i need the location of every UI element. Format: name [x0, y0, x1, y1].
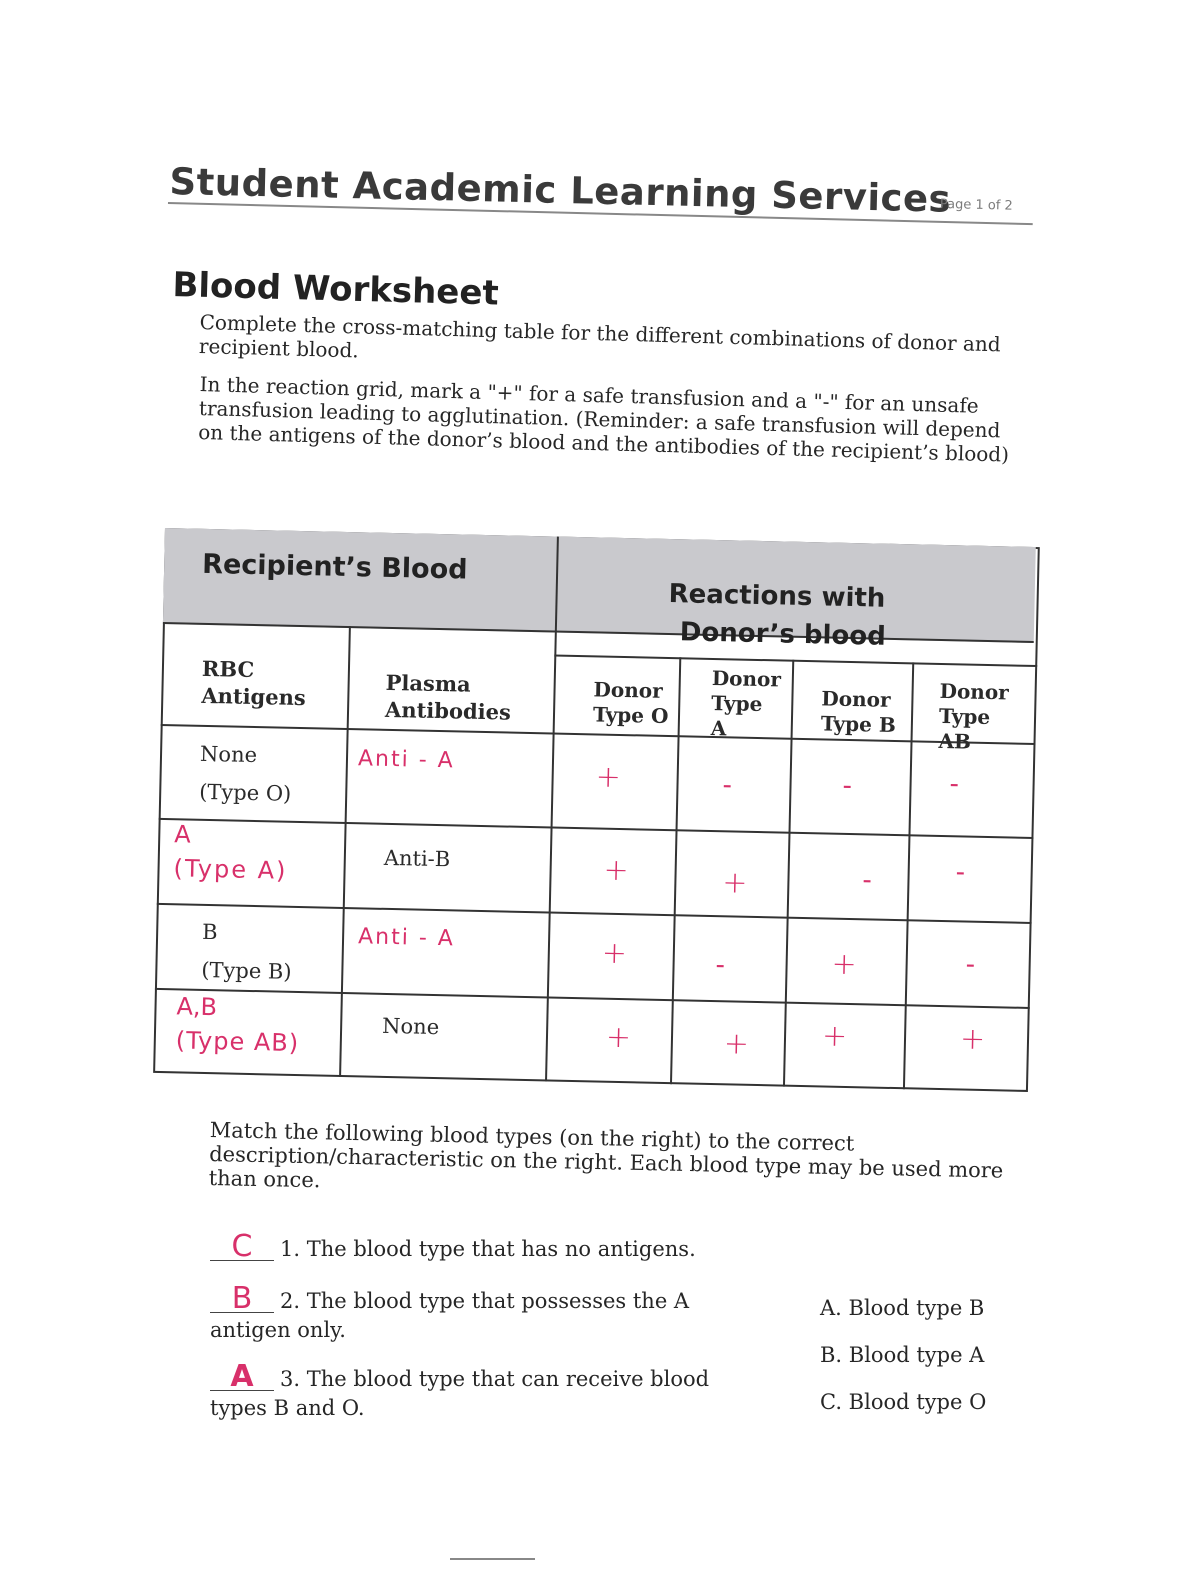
row1-rbc-l2: (Type O) [198, 779, 292, 806]
donor-b-l1: Donor [821, 686, 891, 712]
worksheet-title: Blood Worksheet [171, 265, 500, 314]
col-header-rbc [201, 655, 307, 711]
answer-3[interactable]: A [210, 1364, 274, 1391]
col-header-plasma-l2: Antibodies [384, 696, 512, 725]
option-c: C. Blood type O [820, 1390, 987, 1414]
cross-matching-table [153, 528, 1040, 1092]
footer-rule [450, 1558, 535, 1560]
row2-rbc-l1: A [174, 820, 192, 849]
row3-rbc [201, 913, 293, 991]
col-header-donor-b [821, 686, 897, 738]
row2-react-o: + [603, 852, 630, 889]
row2-plasma: Anti-B [383, 845, 451, 872]
col-header-donor-a [710, 666, 781, 742]
row4-react-ab: + [959, 1021, 986, 1058]
table-header-band [163, 528, 1036, 643]
recipient-header: Recipient’s Blood [201, 548, 468, 586]
col-header-rbc-l1: RBC [201, 655, 255, 682]
org-title: Student Academic Learning Services [169, 160, 952, 221]
row4-react-o: + [605, 1019, 632, 1056]
row1-react-o: + [595, 759, 622, 795]
question-3-text: 3. The blood type that can receive blood types B and O. [210, 1367, 710, 1420]
row1-rbc-l1: None [199, 741, 258, 768]
answer-1[interactable]: C [210, 1234, 274, 1261]
row4-rbc-l1: A,B [176, 992, 218, 1022]
reactions-header [667, 575, 887, 656]
donor-ab-l3: AB [938, 728, 972, 754]
row2-rbc [173, 820, 288, 884]
donor-a-l2: Type [711, 690, 763, 717]
row1-react-ab: - [949, 769, 960, 800]
row2-react-b: - [862, 865, 873, 896]
row1-plasma: Anti - A [357, 746, 455, 774]
row2-react-ab: - [955, 857, 966, 888]
col-header-donor-ab [938, 679, 1009, 755]
intro-paragraph-2: In the reaction grid, mark a "+" for a safe transfusion and a "-" for an unsafe transfusion leading to agglutination. (Reminder: a safe transfusion will depend on the antigens of the donor’s blood and the antibodies of the recipient’s blood) [197, 372, 1010, 467]
row3-plasma: Anti - A [357, 924, 456, 952]
question-1-text: 1. The blood type that has no antigens. [280, 1237, 696, 1261]
row2-rbc-l2: (Type A) [173, 854, 288, 885]
row4-plasma: None [381, 1013, 440, 1040]
col-header-rbc-l2: Antigens [201, 682, 306, 711]
row3-react-o: + [601, 935, 628, 972]
row1-react-b: - [842, 770, 853, 802]
question-3 [210, 1359, 750, 1423]
row1-react-a: - [722, 770, 733, 801]
matching-instructions: Match the following blood types (on the right) to the correct description/characteristic on the right. Each blood type may be used more than once. [208, 1118, 1004, 1193]
row4-rbc [176, 992, 301, 1057]
donor-a-l3: A [710, 715, 727, 741]
row4-react-b: + [821, 1018, 848, 1054]
question-1 [210, 1229, 696, 1264]
donor-o-l2: Type O [592, 702, 669, 729]
answer-2[interactable]: B [210, 1286, 274, 1313]
row3-rbc-l2: (Type B) [201, 957, 292, 984]
reactions-header-line2: Donor’s blood [679, 617, 887, 652]
donor-ab-l2: Type [938, 703, 991, 730]
donor-b-l2: Type B [820, 711, 897, 737]
col-header-plasma-l1: Plasma [385, 669, 471, 697]
col-header-plasma [385, 669, 512, 726]
donor-a-l1: Donor [711, 665, 782, 692]
reactions-header-line1: Reactions with [668, 579, 886, 614]
row3-react-b: + [831, 946, 858, 983]
row3-react-a: - [715, 950, 726, 981]
row4-rbc-l2: (Type AB) [175, 1026, 300, 1058]
page-number: Page 1 of 2 [939, 197, 1013, 214]
donor-o-l1: Donor [593, 677, 663, 703]
row2-react-a: + [722, 865, 748, 901]
option-a: A. Blood type B [820, 1296, 985, 1320]
row4-react-a: + [723, 1026, 750, 1062]
row3-react-ab: - [965, 949, 976, 980]
intro-paragraph-1: Complete the cross-matching table for the different combinations of donor and recipient blood. [198, 310, 1001, 363]
question-2-text: 2. The blood type that possesses the A antigen only. [210, 1289, 690, 1342]
question-2 [210, 1281, 730, 1345]
donor-ab-l1: Donor [939, 678, 1009, 705]
row1-rbc [199, 735, 293, 813]
row3-rbc-l1: B [201, 919, 218, 945]
option-b: B. Blood type A [820, 1343, 985, 1367]
col-header-donor-o [593, 677, 669, 729]
